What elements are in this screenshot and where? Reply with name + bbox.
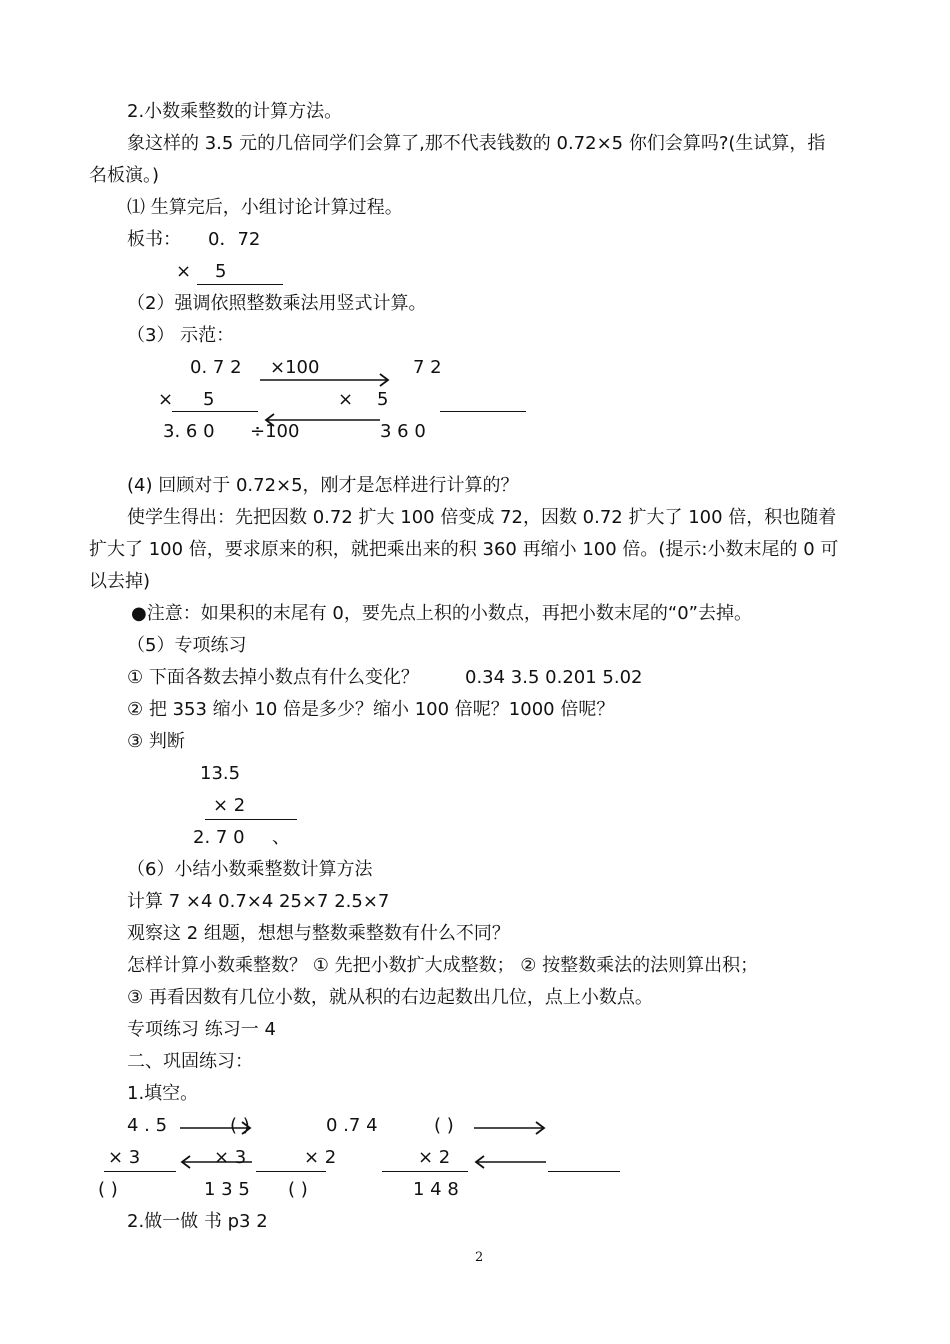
paragraph-line: 象这样的 3.5 元的几倍同学们会算了,那不代表钱数的 0.72×5 你们会算吗?(生试算，指	[127, 133, 826, 154]
fill-blank: ( )	[230, 1115, 250, 1136]
method-line: ③ 再看因数有几位小数，就从积的右边起数出几位，点上小数点。	[127, 987, 653, 1008]
judge-mark: 、	[272, 827, 290, 848]
exercise-line: 2.做一做 书 p3 2	[127, 1211, 268, 1232]
fill-multiplier: × 3	[108, 1147, 141, 1168]
fill-blank: ( )	[288, 1179, 308, 1200]
fill-rule	[382, 1171, 468, 1172]
note-line: ●注意：如果积的末尾有 0，要先点上积的小数点，再把小数末尾的“0”去掉。	[131, 603, 752, 624]
question-3: ③ 判断	[127, 731, 185, 752]
question-1: ① 下面各数去掉小数点有什么变化？	[127, 667, 419, 688]
demo-left-result: 3. 6 0	[163, 421, 215, 442]
right-arrow-icon	[258, 372, 392, 388]
step-line: （5）专项练习	[127, 635, 247, 656]
demo-left-times: ×	[158, 389, 174, 410]
judge-multiplier: × 2	[213, 795, 246, 816]
fill-number: 1 4 8	[413, 1179, 459, 1200]
calc-line: 计算 7 ×4 0.7×4 25×7 2.5×7	[127, 891, 390, 912]
fill-multiplier: × 3	[214, 1147, 247, 1168]
demo-right-top: 7 2	[413, 357, 442, 378]
demo-right-five: 5	[377, 389, 389, 410]
paragraph-line: 以去掉)	[89, 571, 151, 592]
left-arrow-icon	[472, 1154, 548, 1170]
demo-right-rule	[440, 411, 526, 412]
paragraph-line: 名板演。)	[89, 165, 160, 186]
judge-rule	[205, 819, 297, 820]
demo-right-times: ×	[338, 389, 354, 410]
demo-right-result: 3 6 0	[380, 421, 426, 442]
step-line: （2）强调依照整数乘法用竖式计算。	[127, 293, 427, 314]
paragraph-line: 扩大了 100 倍，要求原来的积，就把乘出来的积 360 再缩小 100 倍。(提示:小数末尾的 0 可	[89, 539, 839, 560]
step-line: （6）小结小数乘整数计算方法	[127, 859, 373, 880]
board-multiply-sign: ×	[176, 261, 192, 282]
demo-multiply-100: ×100	[270, 357, 320, 378]
judge-top: 13.5	[200, 763, 241, 784]
demo-divide-100: ÷100	[250, 421, 300, 442]
practice-line: 专项练习 练习一 4	[127, 1019, 276, 1040]
fill-number: 1 3 5	[204, 1179, 250, 1200]
demo-left-top: 0. 7 2	[190, 357, 242, 378]
step-line: （3） 示范：	[127, 325, 235, 346]
step-line: (4) 回顾对于 0.72×5，刚才是怎样进行计算的？	[127, 475, 519, 496]
fill-number: 0 .7 4	[326, 1115, 378, 1136]
question-2: ② 把 353 缩小 10 倍是多少？缩小 100 倍呢？1000 倍呢？	[127, 699, 615, 720]
fill-rule	[548, 1171, 620, 1172]
section-heading: 二、巩固练习：	[127, 1051, 253, 1072]
step-line: ⑴ 生算完后，小组讨论计算过程。	[127, 197, 403, 218]
observe-line: 观察这 2 组题，想想与整数乘整数有什么不同？	[127, 923, 510, 944]
page-number: 2	[475, 1250, 484, 1265]
fill-blank: ( )	[98, 1179, 118, 1200]
fill-multiplier: × 2	[304, 1147, 337, 1168]
method-line: 怎样计算小数乘整数？ ① 先把小数扩大成整数； ② 按整数乘法的法则算出积；	[127, 955, 759, 976]
fill-multiplier: × 2	[418, 1147, 451, 1168]
paragraph-line: 使学生得出：先把因数 0.72 扩大 100 倍变成 72，因数 0.72 扩大了 100 倍，积也随着	[127, 507, 837, 528]
fill-title: 1.填空。	[127, 1083, 199, 1104]
fill-rule	[104, 1171, 176, 1172]
fill-blank: ( )	[434, 1115, 454, 1136]
board-rule	[197, 284, 283, 285]
section-heading: 2.小数乘整数的计算方法。	[127, 101, 343, 122]
board-number: 0．72	[208, 229, 261, 250]
board-multiplier: 5	[215, 261, 227, 282]
right-arrow-icon	[472, 1120, 548, 1136]
demo-left-five: 5	[203, 389, 215, 410]
board-label: 板书：	[127, 229, 181, 250]
demo-left-rule	[172, 411, 258, 412]
question-1-numbers: 0.34 3.5 0.201 5.02	[465, 667, 643, 688]
judge-result: 2. 7 0	[193, 827, 245, 848]
fill-rule	[256, 1171, 326, 1172]
fill-number: 4 . 5	[127, 1115, 168, 1136]
